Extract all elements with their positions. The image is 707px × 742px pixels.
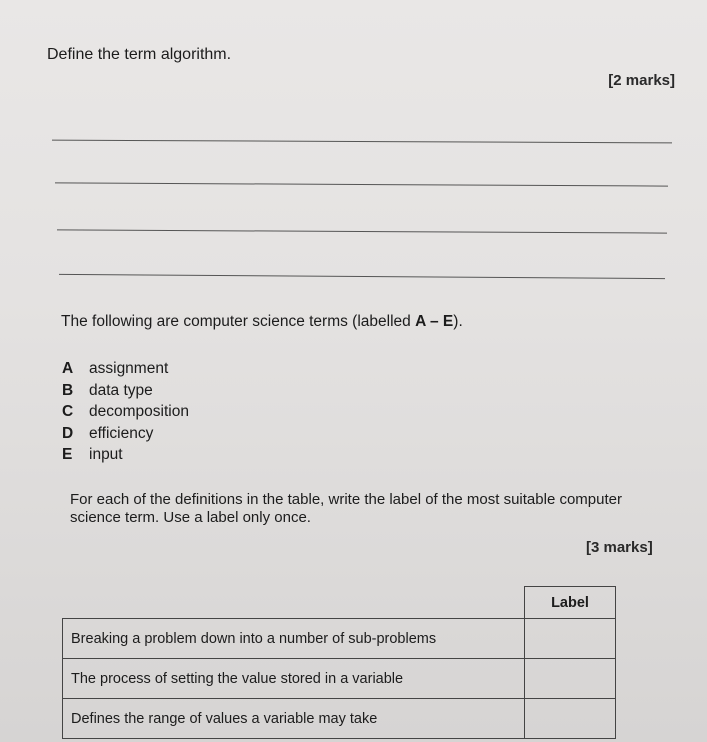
list-item xyxy=(62,380,189,402)
label-answer-cell[interactable] xyxy=(525,619,616,659)
answer-line-3[interactable] xyxy=(57,229,667,233)
list-item xyxy=(62,423,189,445)
table-row xyxy=(63,699,616,739)
answer-line-2[interactable] xyxy=(55,182,668,186)
label-answer-cell[interactable] xyxy=(525,699,616,739)
question-2-marks: [3 marks] xyxy=(586,539,653,556)
term-text: efficiency xyxy=(89,424,154,442)
list-item xyxy=(62,444,189,466)
definition-cell: Breaking a problem down into a number of sub-problems xyxy=(63,619,525,659)
term-letter: B xyxy=(62,381,74,399)
question-1-marks: [2 marks] xyxy=(608,72,675,89)
terms-list xyxy=(62,358,189,466)
table-row xyxy=(63,619,616,659)
question-2-intro xyxy=(61,313,463,331)
table-row xyxy=(63,659,616,699)
header-blank-cell xyxy=(63,587,525,619)
definition-cell: The process of setting the value stored in a variable xyxy=(63,659,525,699)
answer-line-4[interactable] xyxy=(59,274,665,279)
label-answer-cell[interactable] xyxy=(525,659,616,699)
label-column-header: Label xyxy=(525,587,616,619)
list-item xyxy=(62,401,189,423)
question-1-text: Define the term algorithm. xyxy=(47,46,232,63)
term-letter: A xyxy=(62,360,74,377)
question-2-instruction: For each of the definitions in the table, write the label of the most suitable computer science term. Use a label only once. xyxy=(70,491,622,526)
term-text: assignment xyxy=(89,360,169,377)
term-text: data type xyxy=(89,381,153,399)
answer-line-1[interactable] xyxy=(52,140,672,144)
definitions-table xyxy=(62,586,616,739)
term-letter: E xyxy=(62,446,73,463)
term-letter: D xyxy=(62,424,74,442)
table-header-row xyxy=(63,587,616,619)
term-text: decomposition xyxy=(89,403,189,420)
term-letter: C xyxy=(62,403,74,420)
intro-range: A – E xyxy=(415,313,454,330)
intro-prefix: The following are computer science terms (labelled xyxy=(61,313,416,330)
definition-cell: Defines the range of values a variable may take xyxy=(63,699,525,739)
term-text: input xyxy=(89,446,123,463)
intro-suffix: ). xyxy=(453,313,463,330)
list-item xyxy=(62,358,189,380)
